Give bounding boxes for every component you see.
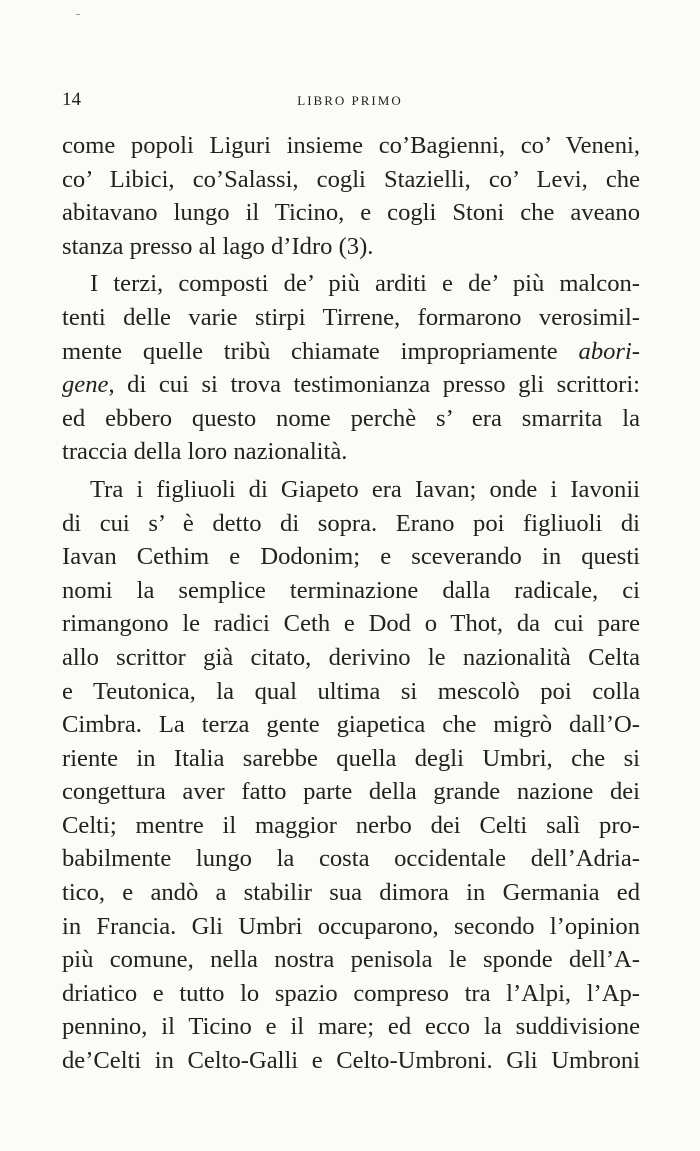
italic-term: abori-: [578, 337, 640, 365]
text-line: de’Celti in Celto-Galli e Celto-Umbroni. Gli Umbroni: [62, 1047, 640, 1075]
text-line: come popoli Liguri insieme co’Bagienni, co’ Veneni,: [62, 132, 640, 159]
text-line: I terzi, composti de’ più arditi e de’ più malcon-: [90, 270, 640, 298]
text-line: rimangono le radici Ceth e Dod o Thot, da cui pare: [62, 610, 640, 638]
body-text: [62, 129, 640, 1078]
text-line: riente in Italia sarebbe quella degli Umbri, che si: [62, 744, 640, 772]
text-line: co’ Libici, co’Salassi, cogli Stazielli, co’ Levi, che: [62, 165, 640, 193]
page-number: 14: [62, 89, 81, 110]
text-line: ed ebbero questo nome perchè s’ era smarrita la: [62, 404, 640, 432]
paragraph-3: [62, 473, 640, 1078]
text-line: babilmente lungo la costa occidentale dell’Adria-: [62, 845, 640, 873]
text-line: gene, di cui si trova testimonianza presso gli scrittori:: [62, 371, 640, 399]
text-line: Iavan Cethim e Dodonim; e sceverando in questi: [62, 543, 640, 571]
page-header: [60, 89, 640, 113]
page-mark: [76, 14, 80, 15]
text-line: pennino, il Ticino e il mare; ed ecco la suddivisione: [62, 1013, 640, 1041]
text-line: mente quelle tribù chiamate impropriamente abori-: [62, 337, 640, 365]
text-line: in Francia. Gli Umbri occuparono, secondo l’opinion: [62, 912, 640, 940]
text-line: nomi la semplice terminazione dalla radicale, ci: [62, 576, 640, 604]
text-line: Celti; mentre il maggior nerbo dei Celti salì pro-: [62, 811, 640, 839]
text-line: Cimbra. La terza gente giapetica che migrò dall’O-: [62, 711, 640, 739]
text-line: tenti delle varie stirpi Tirrene, formarono verosimil-: [62, 303, 640, 331]
italic-term: gene: [62, 371, 109, 399]
text-line: stanza presso al lago d’Idro (3).: [62, 232, 374, 260]
text-line: abitavano lungo il Ticino, e cogli Stoni che aveano: [62, 199, 640, 227]
text-line: traccia della loro nazionalità.: [62, 438, 348, 466]
text-line: tico, e andò a stabilir sua dimora in Germania ed: [62, 879, 640, 907]
text-line: congettura aver fatto parte della grande nazione dei: [62, 778, 640, 806]
text-line: Tra i figliuoli di Giapeto era Iavan; onde i Iavonii: [90, 475, 640, 503]
text-line: e Teutonica, la qual ultima si mescolò poi colla: [62, 677, 640, 705]
paragraph-1: [62, 129, 640, 263]
text-line: più comune, nella nostra penisola le sponde dell’A-: [62, 946, 640, 974]
text-line: driatico e tutto lo spazio compreso tra l’Alpi, l’Ap-: [62, 979, 640, 1007]
text-line: allo scrittor già citato, derivino le nazionalità Celta: [62, 643, 640, 671]
running-head: LIBRO PRIMO: [297, 93, 403, 108]
text-line: di cui s’ è detto di sopra. Erano poi figliuoli di: [62, 509, 640, 537]
paragraph-2: [62, 267, 640, 469]
